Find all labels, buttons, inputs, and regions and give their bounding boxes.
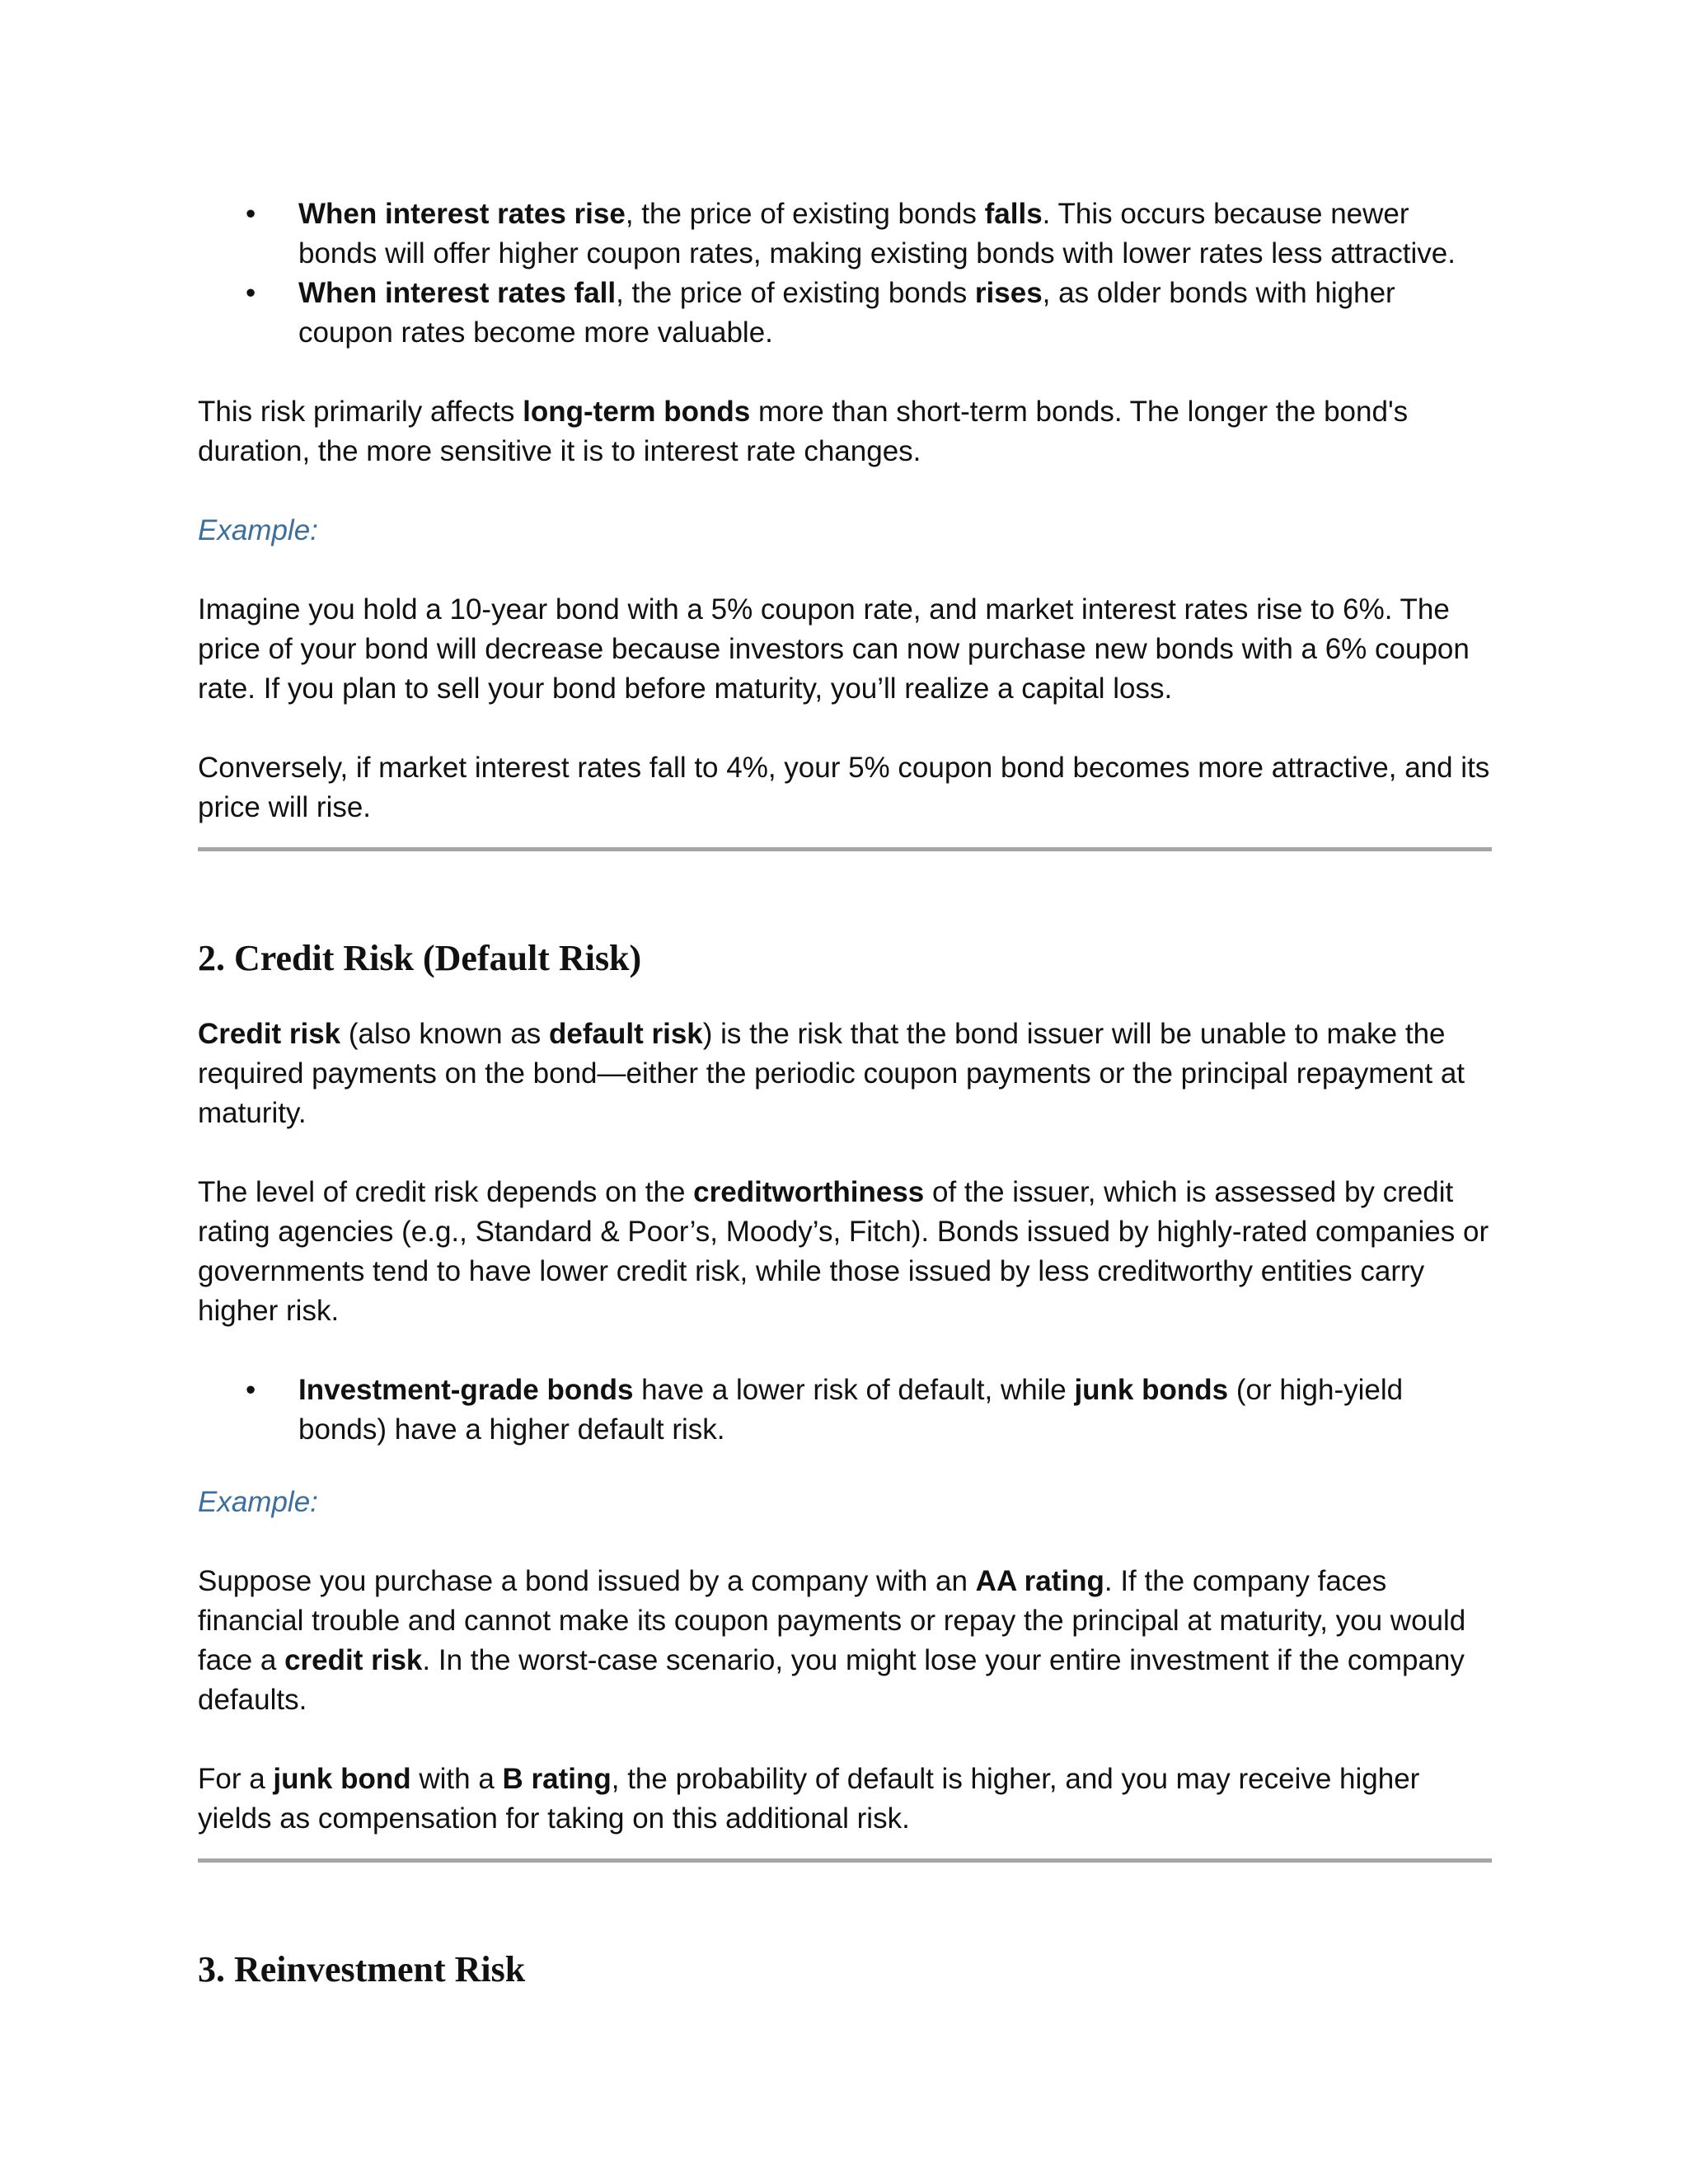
bold-term: junk bonds xyxy=(1074,1374,1229,1406)
example-label: Example: xyxy=(198,514,318,546)
bold-term: Investment-grade bonds xyxy=(298,1374,634,1406)
body-text: of the issuer, which is assessed by credit rating agencies (e.g., Standard & Poor’s, Moody’s, Fitch). Bonds issued by highly-rated companies or governments tend to have lower credit risk, while those issued by less creditworthy entities carry higher risk. xyxy=(198,1176,1489,1327)
bold-term: junk bond xyxy=(273,1763,411,1795)
body-text: , as older bonds with higher coupon rates become more valuable. xyxy=(298,277,1395,349)
long-term-bonds-paragraph xyxy=(198,392,1492,471)
interest-example-conversely-paragraph: Conversely, if market interest rates fall to 4%, your 5% coupon bond becomes more attractive, and its price will rise. xyxy=(198,752,1490,823)
section-divider xyxy=(198,1858,1492,1863)
bullet-icon: • xyxy=(246,198,256,230)
example-label: Example: xyxy=(198,1486,318,1518)
list-item xyxy=(198,194,1492,274)
credit-example-paragraph xyxy=(198,1562,1492,1720)
bold-term: creditworthiness xyxy=(693,1176,925,1208)
bold-term: rises xyxy=(974,277,1043,309)
bold-term: Credit risk xyxy=(198,1018,341,1050)
creditworthiness-paragraph xyxy=(198,1173,1492,1331)
body-text: The level of credit risk depends on the xyxy=(198,1176,694,1208)
bold-term: default risk xyxy=(549,1018,703,1050)
credit-risk-definition-paragraph xyxy=(198,1015,1492,1133)
body-text: This risk primarily affects xyxy=(198,396,523,428)
reinvestment-risk-heading: 3. Reinvestment Risk xyxy=(198,1949,526,1990)
document-page xyxy=(198,194,1492,2026)
bold-term: B rating xyxy=(502,1763,612,1795)
bold-term: When interest rates rise xyxy=(298,198,626,230)
junk-bond-paragraph xyxy=(198,1760,1492,1839)
body-text: . This occurs because newer bonds will offer higher coupon rates, making existing bonds with lower rates less attractive. xyxy=(298,198,1456,269)
list-item xyxy=(198,274,1492,353)
bond-grade-bullet-list xyxy=(198,1371,1492,1450)
body-text: , the price of existing bonds xyxy=(616,277,975,309)
body-text: (or high-yield bonds) have a higher default risk. xyxy=(298,1374,1404,1446)
body-text: (also known as xyxy=(340,1018,550,1050)
interest-example-paragraph: Imagine you hold a 10-year bond with a 5% coupon rate, and market interest rates rise to 6%. The price of your bond will decrease because investors can now purchase new bonds with a 6% coupon rate. If you plan to sell your bond before maturity, you’ll realize a capital loss. xyxy=(198,593,1470,705)
body-text: . If the company faces financial trouble and cannot make its coupon payments or repay the principal at maturity, you would face a xyxy=(198,1565,1466,1676)
body-text: . In the worst-case scenario, you might lose your entire investment if the company defaults. xyxy=(198,1644,1465,1716)
body-text: Suppose you purchase a bond issued by a company with an xyxy=(198,1565,976,1597)
bold-term: AA rating xyxy=(975,1565,1104,1597)
body-text: , the probability of default is higher, and you may receive higher yields as compensation for taking on this additional risk. xyxy=(198,1763,1420,1835)
bold-term: When interest rates fall xyxy=(298,277,617,309)
section-divider xyxy=(198,847,1492,851)
bold-term: credit risk xyxy=(284,1644,423,1676)
bold-term: long-term bonds xyxy=(523,396,751,428)
bullet-icon: • xyxy=(246,277,256,309)
body-text: more than short-term bonds. The longer the bond's duration, the more sensitive it is to interest rate changes. xyxy=(198,396,1409,467)
body-text: , the price of existing bonds xyxy=(625,198,985,230)
credit-risk-heading: 2. Credit Risk (Default Risk) xyxy=(198,938,642,978)
bullet-icon: • xyxy=(246,1374,256,1406)
bold-term: falls xyxy=(984,198,1043,230)
body-text: For a xyxy=(198,1763,274,1795)
list-item xyxy=(198,1371,1492,1450)
body-text: with a xyxy=(410,1763,503,1795)
body-text: ) is the risk that the bond issuer will be unable to make the required payments on the bond—either the periodic coupon payments or the principal repayment at maturity. xyxy=(198,1018,1465,1129)
interest-rate-bullet-list xyxy=(198,194,1492,353)
body-text: have a lower risk of default, while xyxy=(633,1374,1075,1406)
